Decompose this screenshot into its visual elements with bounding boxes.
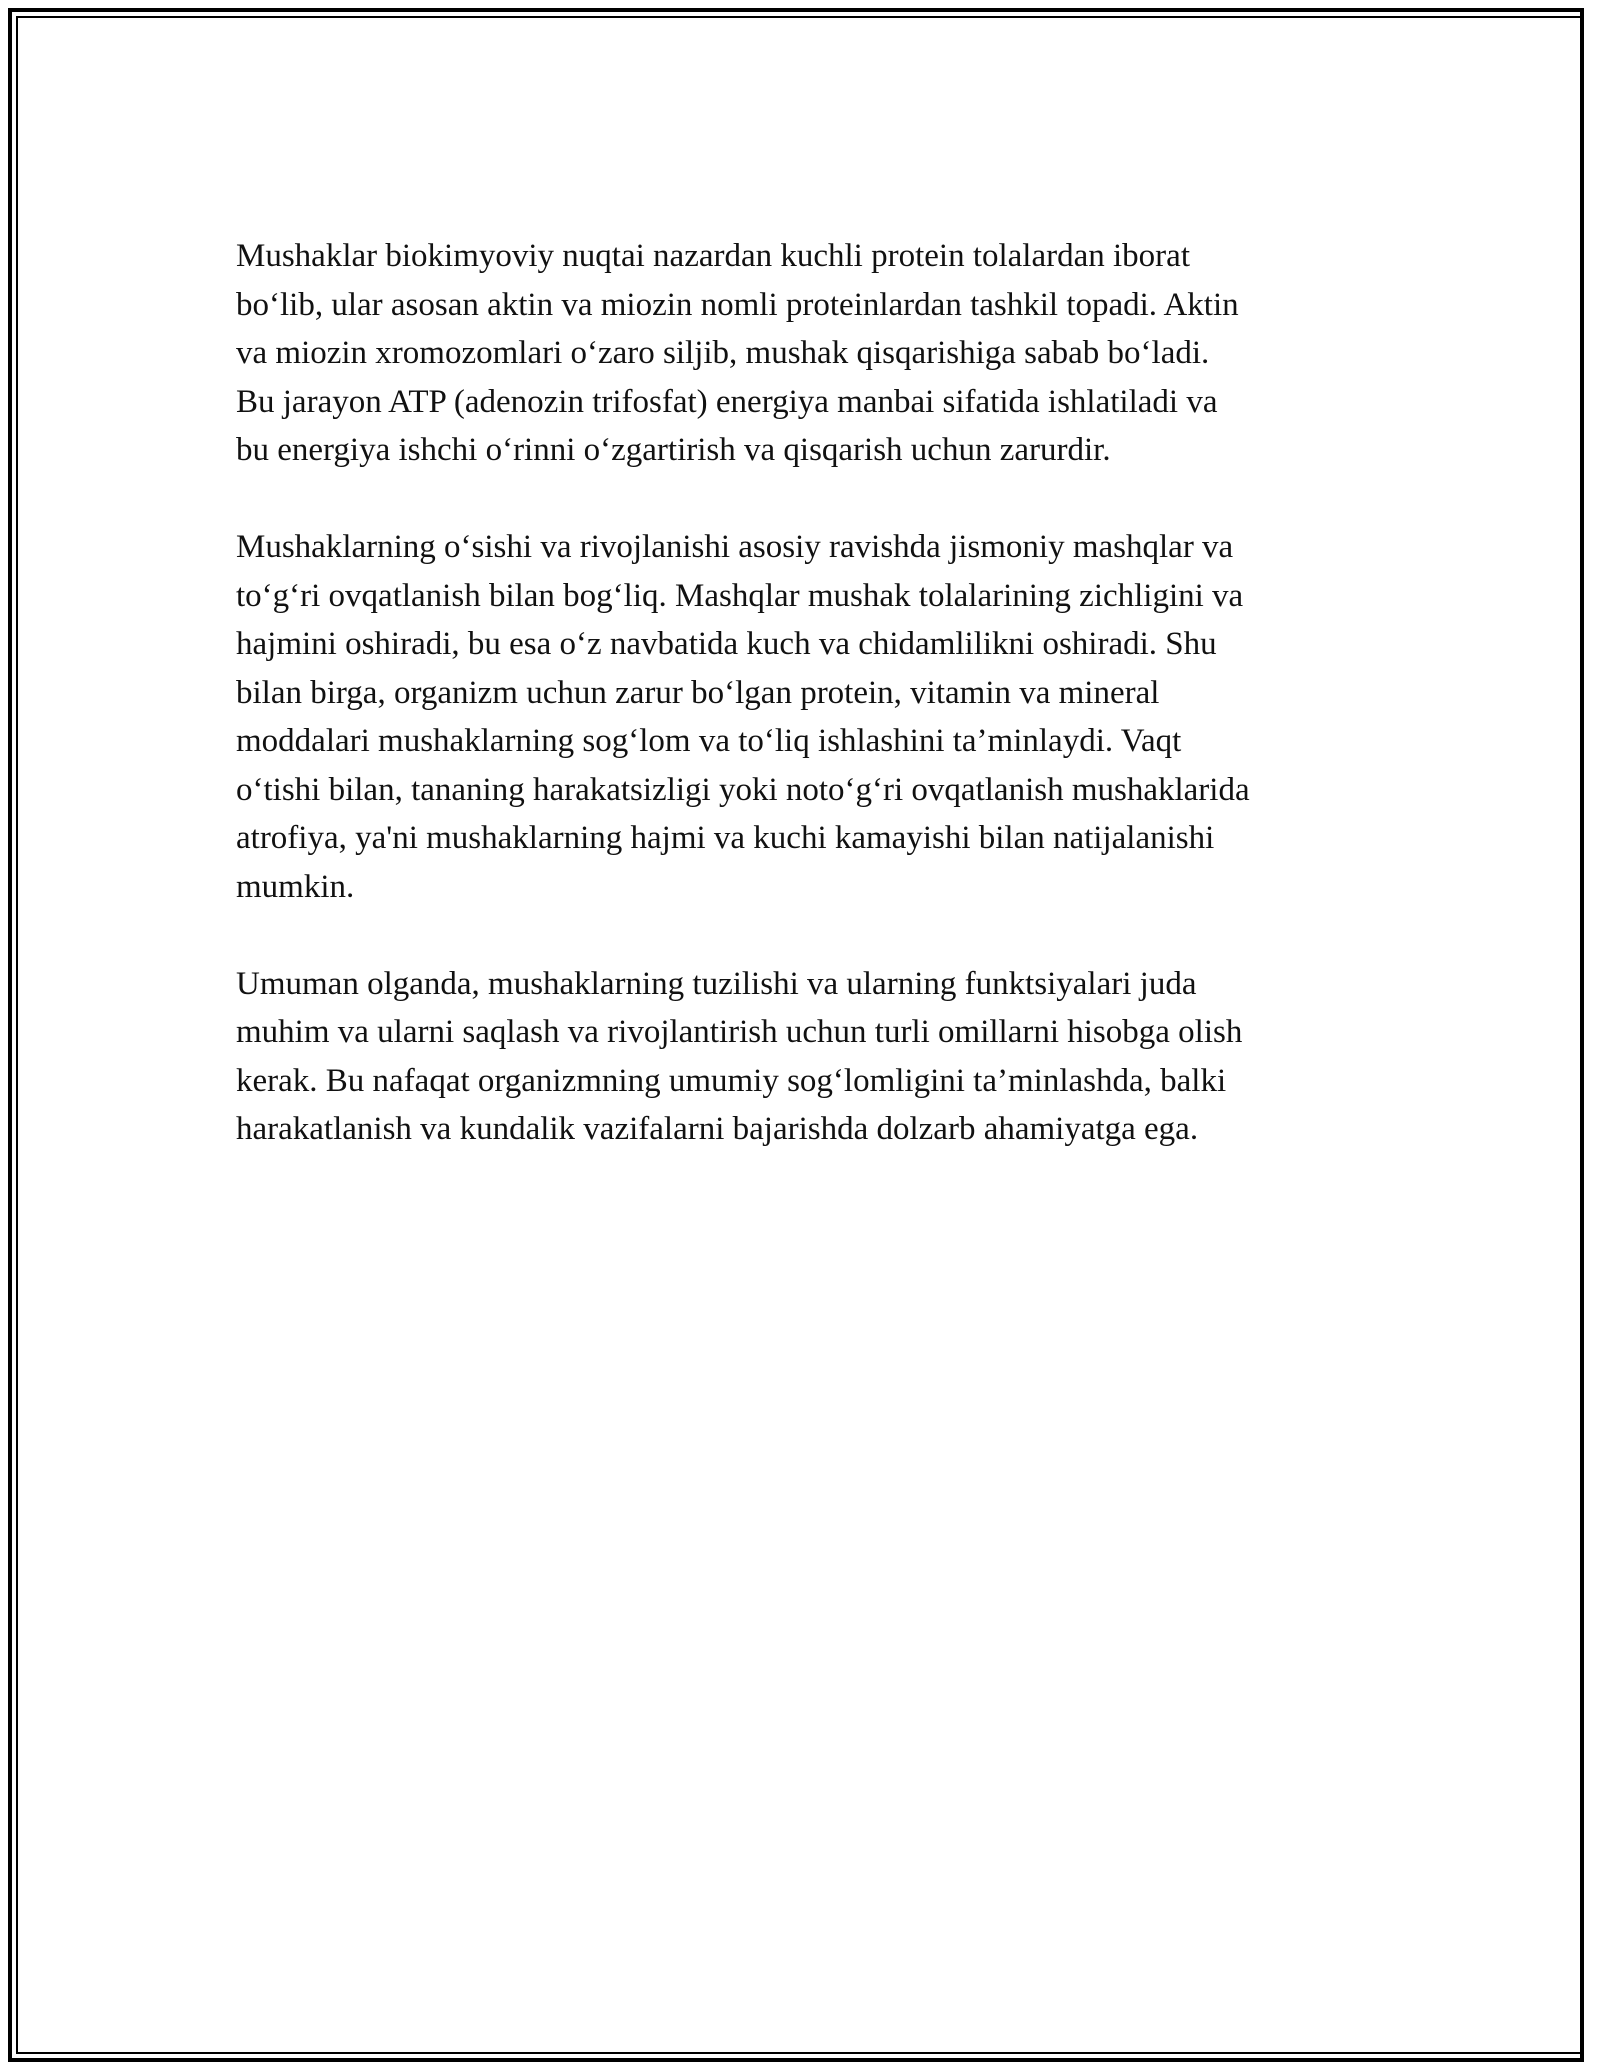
paragraph-1 (236, 232, 1366, 475)
text-line: moddalari mushaklarning sog‘lom va to‘liq ishlashini ta’minlaydi. Vaqt (236, 723, 1182, 759)
paragraph-2 (236, 523, 1366, 911)
document-body (236, 232, 1366, 1202)
text-line: va miozin xromozomlari o‘zaro siljib, mushak qisqarishiga sabab bo‘ladi. (236, 335, 1210, 371)
text-line: Umuman olganda, mushaklarning tuzilishi va ularning funktsiyalari juda (236, 965, 1197, 1002)
text-line: Mushaklarning o‘sishi va rivojlanishi asosiy ravishda jismoniy mashqlar va (236, 529, 1234, 565)
text-line: to‘g‘ri ovqatlanish bilan bog‘liq. Mashqlar mushak tolalarining zichligini va (236, 577, 1244, 614)
text-line: harakatlanish va kundalik vazifalarni bajarishda dolzarb ahamiyatga ega. (236, 1111, 1199, 1147)
text-line: Mushaklar biokimyoviy nuqtai nazardan kuchli protein tolalardan iborat (236, 238, 1190, 274)
text-line: o‘tishi bilan, tananing harakatsizligi yoki noto‘g‘ri ovqatlanish mushaklarida (236, 771, 1250, 808)
text-line: kerak. Bu nafaqat organizmning umumiy sog‘lomligini ta’minlashda, balki (236, 1062, 1227, 1099)
text-line: bu energiya ishchi o‘rinni o‘zgartirish va qisqarish uchun zarurdir. (236, 432, 1111, 468)
text-line: mumkin. (236, 868, 355, 905)
text-line: Bu jarayon ATP (adenozin trifosfat) energiya manbai sifatida ishlatiladi va (236, 383, 1218, 420)
text-line: muhim va ularni saqlash va rivojlantirish uchun turli omillarni hisobga olish (236, 1014, 1243, 1050)
text-line: bo‘lib, ular asosan aktin va miozin nomli proteinlardan tashkil topadi. Aktin (236, 286, 1239, 323)
text-line: hajmini oshiradi, bu esa o‘z navbatida kuch va chidamlilikni oshiradi. Shu (236, 626, 1217, 662)
paragraph-3 (236, 960, 1366, 1154)
text-line: atrofiya, ya'ni mushaklarning hajmi va kuchi kamayishi bilan natijalanishi (236, 820, 1215, 856)
text-line: bilan birga, organizm uchun zarur bo‘lgan protein, vitamin va mineral (236, 674, 1160, 711)
